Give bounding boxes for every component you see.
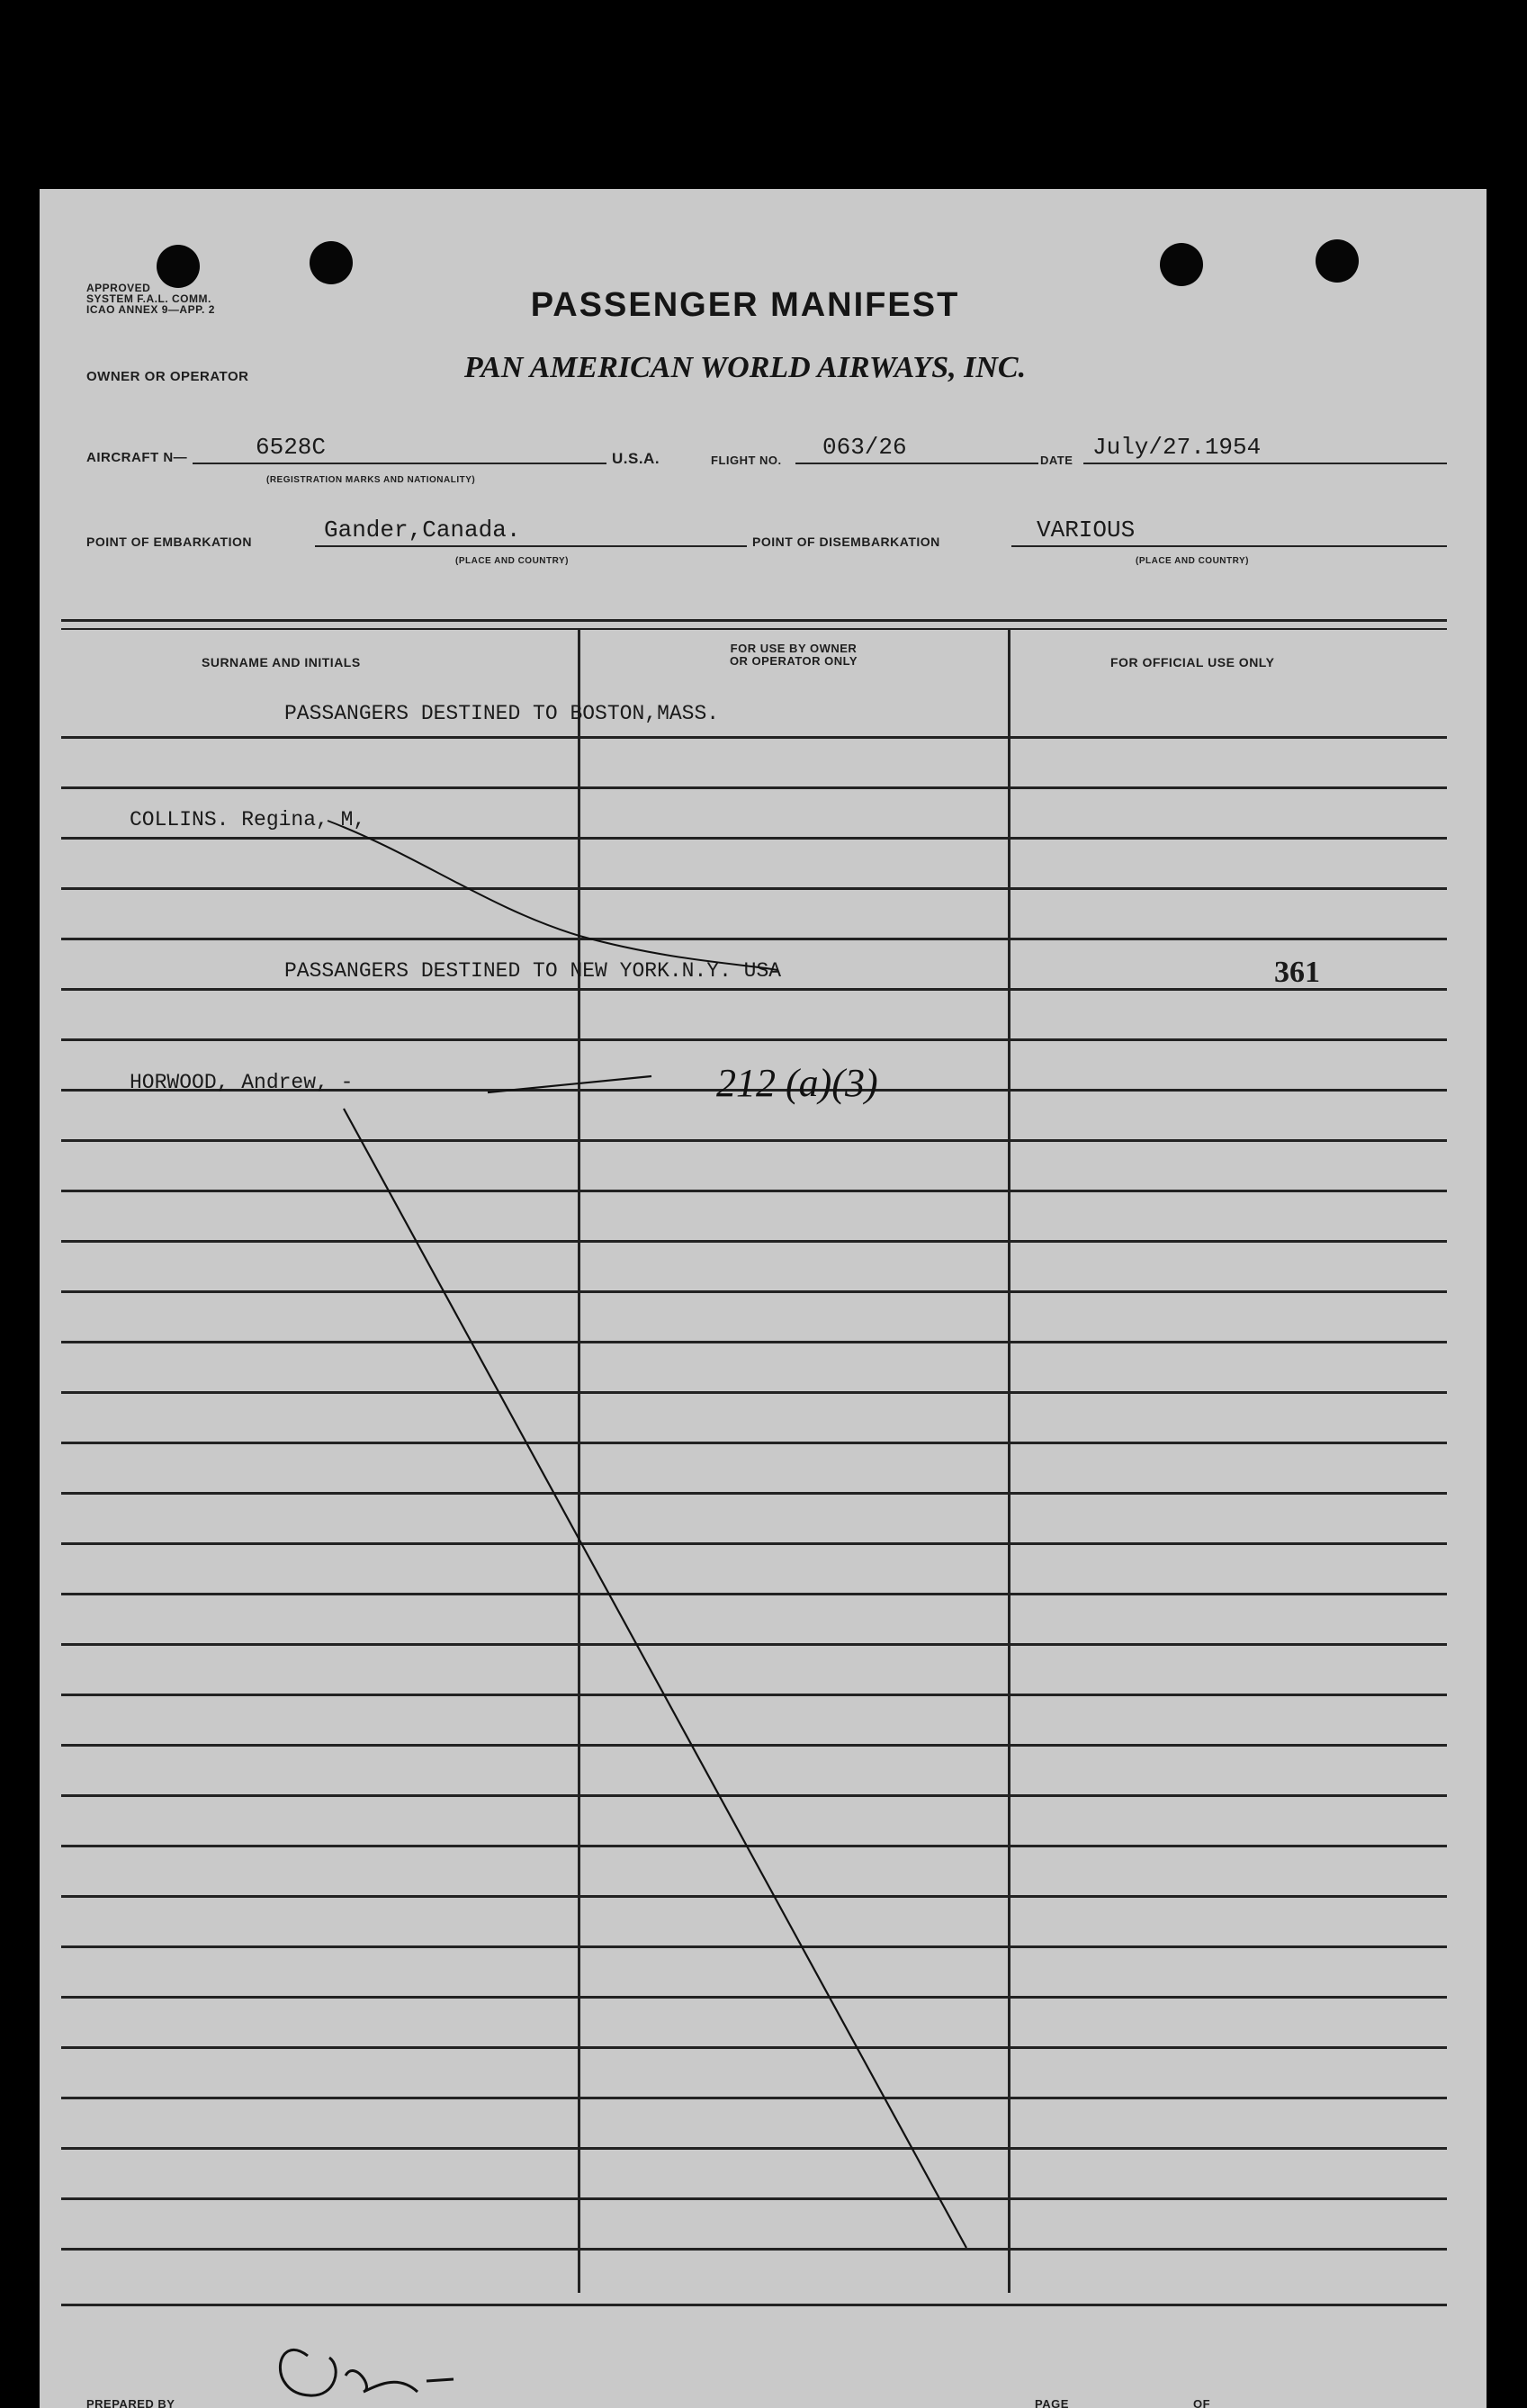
flight-value: 063/26: [822, 434, 907, 461]
owner-label: OWNER OR OPERATOR: [86, 369, 249, 384]
signature-mark: [280, 2350, 454, 2395]
aircraft-value: 6528C: [256, 434, 327, 461]
approval-line: ICAO ANNEX 9—APP. 2: [86, 303, 215, 316]
prepared-by-label: PREPARED BY: [86, 2397, 175, 2408]
nationality-label: U.S.A.: [612, 450, 660, 467]
embarkation-label: POINT OF EMBARKATION: [86, 535, 252, 549]
group-heading-boston: PASSANGERS DESTINED TO BOSTON,MASS.: [284, 702, 720, 725]
place-country-note-2: (PLACE AND COUNTRY): [1136, 556, 1249, 566]
group-heading-new-york: PASSANGERS DESTINED TO NEW YORK.N.Y. USA: [284, 959, 782, 983]
col-owner-header-line1: FOR USE BY OWNER: [730, 642, 858, 655]
strike-through-collins: [328, 821, 777, 970]
dash-stroke: [488, 1076, 651, 1092]
official-number: 361: [1274, 956, 1320, 989]
approval-line: APPROVED: [86, 282, 151, 294]
handwritten-note: 212 (a)(3): [716, 1061, 878, 1105]
date-label: DATE: [1040, 454, 1073, 467]
strike-through-horwood: [344, 1109, 966, 2248]
disembarkation-label: POINT OF DISEMBARKATION: [752, 535, 940, 549]
registration-note: (REGISTRATION MARKS AND NATIONALITY): [266, 475, 476, 485]
page-label: PAGE: [1035, 2397, 1069, 2408]
col-surname-header: SURNAME AND INITIALS: [202, 655, 361, 669]
passenger-row: COLLINS. Regina, M,: [130, 808, 366, 831]
manifest-page: [40, 189, 1487, 2408]
date-value: July/27.1954: [1092, 434, 1262, 461]
handwriting-overlay: [40, 189, 1487, 2408]
col-owner-header-line2: OR OPERATOR ONLY: [729, 654, 858, 668]
of-label: OF: [1193, 2397, 1211, 2408]
passenger-row: HORWOOD, Andrew, -: [130, 1071, 354, 1094]
place-country-note: (PLACE AND COUNTRY): [455, 556, 569, 566]
approval-line: SYSTEM F.A.L. COMM.: [86, 292, 211, 305]
disembarkation-value: VARIOUS: [1037, 517, 1136, 544]
aircraft-label: AIRCRAFT N—: [86, 450, 188, 465]
operator-name: PAN AMERICAN WORLD AIRWAYS, INC.: [463, 351, 1027, 384]
flight-label: FLIGHT NO.: [711, 454, 782, 467]
page-title: PASSENGER MANIFEST: [530, 286, 960, 324]
col-official-header: FOR OFFICIAL USE ONLY: [1110, 655, 1275, 669]
embarkation-value: Gander,Canada.: [324, 517, 521, 544]
